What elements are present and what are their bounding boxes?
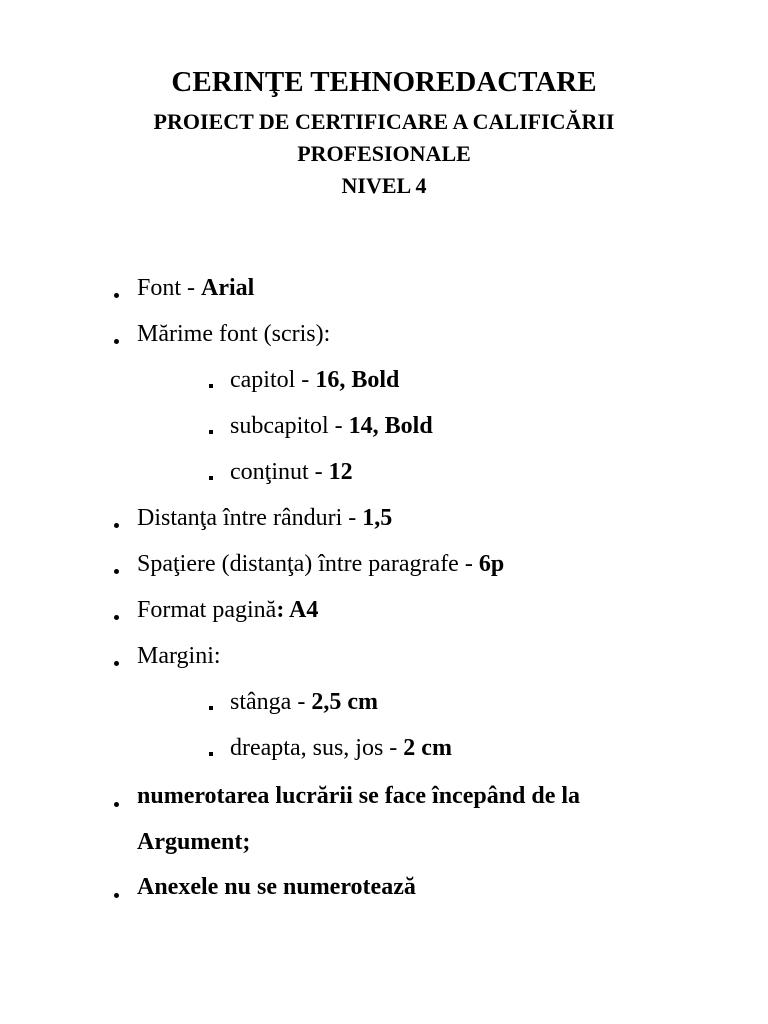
list-item-value: Anexele nu se numerotează bbox=[137, 874, 416, 900]
square-bullet-icon bbox=[209, 706, 213, 710]
list-item-numbering bbox=[137, 781, 580, 811]
list-item-value: 16, Bold bbox=[315, 367, 400, 393]
list-item-value: 1,5 bbox=[362, 505, 393, 531]
list-item-numbering-continued bbox=[137, 827, 250, 857]
list-item-font-size bbox=[137, 319, 330, 349]
list-item-label: Margini: bbox=[137, 643, 221, 669]
list-item-other-margins bbox=[230, 733, 452, 763]
document-title: CERINŢE TEHNOREDACTARE bbox=[171, 66, 597, 98]
list-item-font bbox=[137, 273, 254, 303]
list-item-value: 2 cm bbox=[403, 735, 452, 761]
list-item-label: capitol - bbox=[230, 367, 316, 393]
bullet-icon bbox=[114, 569, 119, 574]
document-subtitle: PROIECT DE CERTIFICARE A CALIFICĂRII bbox=[153, 109, 615, 134]
list-item-value: 2,5 cm bbox=[311, 689, 378, 715]
square-bullet-icon bbox=[209, 384, 213, 388]
list-item-value: 6p bbox=[478, 551, 505, 577]
list-item-label: subcapitol - bbox=[230, 413, 349, 439]
list-item-content bbox=[230, 457, 353, 487]
bullet-icon bbox=[114, 523, 119, 528]
list-item-label: stânga - bbox=[230, 689, 312, 715]
bullet-icon bbox=[114, 293, 119, 298]
list-item-label: dreapta, sus, jos - bbox=[230, 735, 404, 761]
document-level: NIVEL 4 bbox=[341, 173, 427, 198]
list-item-value: Argument; bbox=[137, 829, 251, 855]
list-item-margins bbox=[137, 641, 221, 671]
list-item-page-format bbox=[137, 595, 318, 625]
bullet-icon bbox=[114, 615, 119, 620]
bullet-icon bbox=[114, 893, 119, 898]
square-bullet-icon bbox=[209, 752, 213, 756]
list-item-label: Spaţiere (distanţa) între paragrafe - bbox=[137, 551, 479, 577]
list-item-label: Font - bbox=[137, 275, 202, 301]
list-item-paragraph-spacing bbox=[137, 549, 504, 579]
list-item-label: Format pagină bbox=[137, 597, 277, 623]
list-item-label: conţinut - bbox=[230, 459, 329, 485]
square-bullet-icon bbox=[209, 476, 213, 480]
list-item-chapter bbox=[230, 365, 399, 395]
bullet-icon bbox=[114, 661, 119, 666]
list-item-label: Distanţa între rânduri - bbox=[137, 505, 363, 531]
list-item-label: Mărime font (scris): bbox=[137, 321, 331, 347]
list-item-value: 12 bbox=[328, 459, 353, 485]
square-bullet-icon bbox=[209, 430, 213, 434]
list-item-value: 14, Bold bbox=[348, 413, 433, 439]
list-item-value: numerotarea lucrării se face începând de la bbox=[137, 783, 581, 809]
list-item-line-spacing bbox=[137, 503, 392, 533]
bullet-icon bbox=[114, 802, 119, 807]
list-item-value: Arial bbox=[201, 275, 255, 301]
document-subtitle-continued: PROFESIONALE bbox=[297, 141, 471, 166]
list-item-left-margin bbox=[230, 687, 378, 717]
bullet-icon bbox=[114, 339, 119, 344]
list-item-value: : A4 bbox=[276, 597, 319, 623]
list-item-annexes bbox=[137, 872, 416, 902]
list-item-subchapter bbox=[230, 411, 433, 441]
